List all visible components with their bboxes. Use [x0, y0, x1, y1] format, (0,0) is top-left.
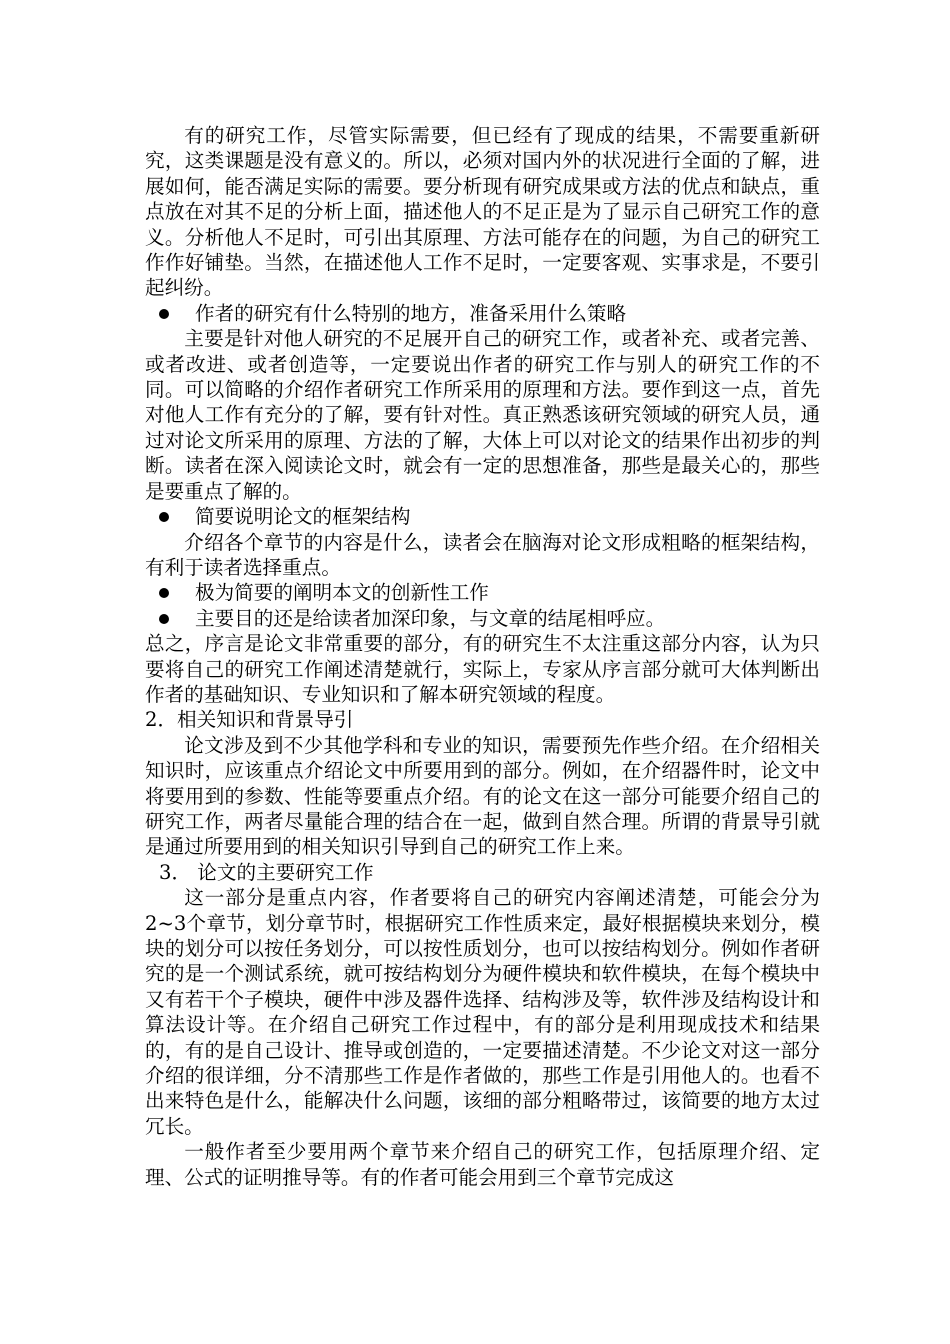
bullet-text: 简要说明论文的框架结构 [195, 505, 411, 529]
bullet-item-strategy [145, 301, 820, 326]
section-heading-2: 2．相关知识和背景导引 [145, 708, 354, 732]
bullet-text: 作者的研究有什么特别的地方，准备采用什么策略 [195, 301, 627, 325]
paragraph-chapters-count: 一般作者至少要用两个章节来介绍自己的研究工作，包括原理介绍、定理、公式的证明推导等。有的作者可能会用到三个章节完成这 [145, 1140, 820, 1189]
paragraph-background: 论文涉及到不少其他学科和专业的知识，需要预先作些介绍。在介绍相关知识时，应该重点介绍论文中所要用到的部分。例如，在介绍器件时，论文中将要用到的参数、性能等要重点介绍。有的论文在这一部分可能要介绍自己的研究工作，两者尽量能合理的结合在一起，做到自然合理。所谓的背景导引就是通过所要用到的相关知识引导到自己的研究工作上来。 [145, 733, 820, 859]
paragraph-own-work: 主要是针对他人研究的不足展开自己的研究工作，或者补充、或者完善、或者改进、或者创造等，一定要说出作者的研究工作与别人的研究工作的不同。可以简略的介绍作者研究工作所采用的原理和方法。要作到这一点，首先对他人工作有充分的了解，要有针对性。真正熟悉该研究领域的研究人员，通过对论文所采用的原理、方法的了解，大体上可以对论文的结果作出初步的判断。读者在深入阅读论文时，就会有一定的思想准备，那些是最关心的，那些是要重点了解的。 [145, 327, 820, 503]
paragraph-prior-work: 有的研究工作，尽管实际需要，但已经有了现成的结果，不需要重新研究，这类课题是没有意义的。所以，必须对国内外的状况进行全面的了解，进展如何，能否满足实际的需要。要分析现有研究成果或方法的优点和缺点，重点放在对其不足的分析上面，描述他人的不足正是为了显示自己研究工作的意义。分析他人不足时，可引出其原理、方法可能存在的问题，为自己的研究工作作好铺垫。当然，在描述他人工作不足时，一定要客观、实事求是，不要引起纠纷。 [145, 124, 820, 300]
document-page [145, 123, 820, 1190]
paragraph-chapters: 介绍各个章节的内容是什么，读者会在脑海对论文形成粗略的框架结构，有利于读者选择重点。 [145, 530, 820, 579]
bullet-item-purpose [145, 606, 820, 631]
bullet-dot-icon [159, 614, 169, 624]
bullet-dot-icon [159, 512, 169, 522]
bullet-item-framework [145, 504, 820, 529]
bullet-dot-icon [159, 588, 169, 598]
section-heading-3: 3． 论文的主要研究工作 [159, 860, 374, 884]
paragraph-main-work: 这一部分是重点内容，作者要将自己的研究内容阐述清楚，可能会分为2~3个章节，划分章节时，根据研究工作性质来定，最好根据模块来划分，模块的划分可以按任务划分，可以按性质划分，也可以按结构划分。例如作者研究的是一个测试系统，就可按结构划分为硬件模块和软件模块，在每个模块中又有若干个子模块，硬件中涉及器件选择、结构涉及等，软件涉及结构设计和算法设计等。在介绍自己研究工作过程中，有的部分是利用现成技术和结果的，有的是自己设计、推导或创造的，一定要描述清楚。不少论文对这一部分介绍的很详细，分不清那些工作是作者做的，那些工作是引用他人的。也看不出来特色是什么，能解决什么问题，该细的部分粗略带过，该简要的地方太过冗长。 [145, 886, 820, 1138]
paragraph-summary: 总之，序言是论文非常重要的部分，有的研究生不太注重这部分内容，认为只要将自己的研究工作阐述清楚就行，实际上，专家从序言部分就可大体判断出作者的基础知识、专业知识和了解本研究领域的程度。 [145, 632, 820, 706]
bullet-text: 极为简要的阐明本文的创新性工作 [195, 581, 489, 605]
bullet-dot-icon [159, 309, 169, 319]
bullet-item-innovation [145, 580, 820, 605]
bullet-text: 主要目的还是给读者加深印象，与文章的结尾相呼应。 [195, 606, 666, 630]
